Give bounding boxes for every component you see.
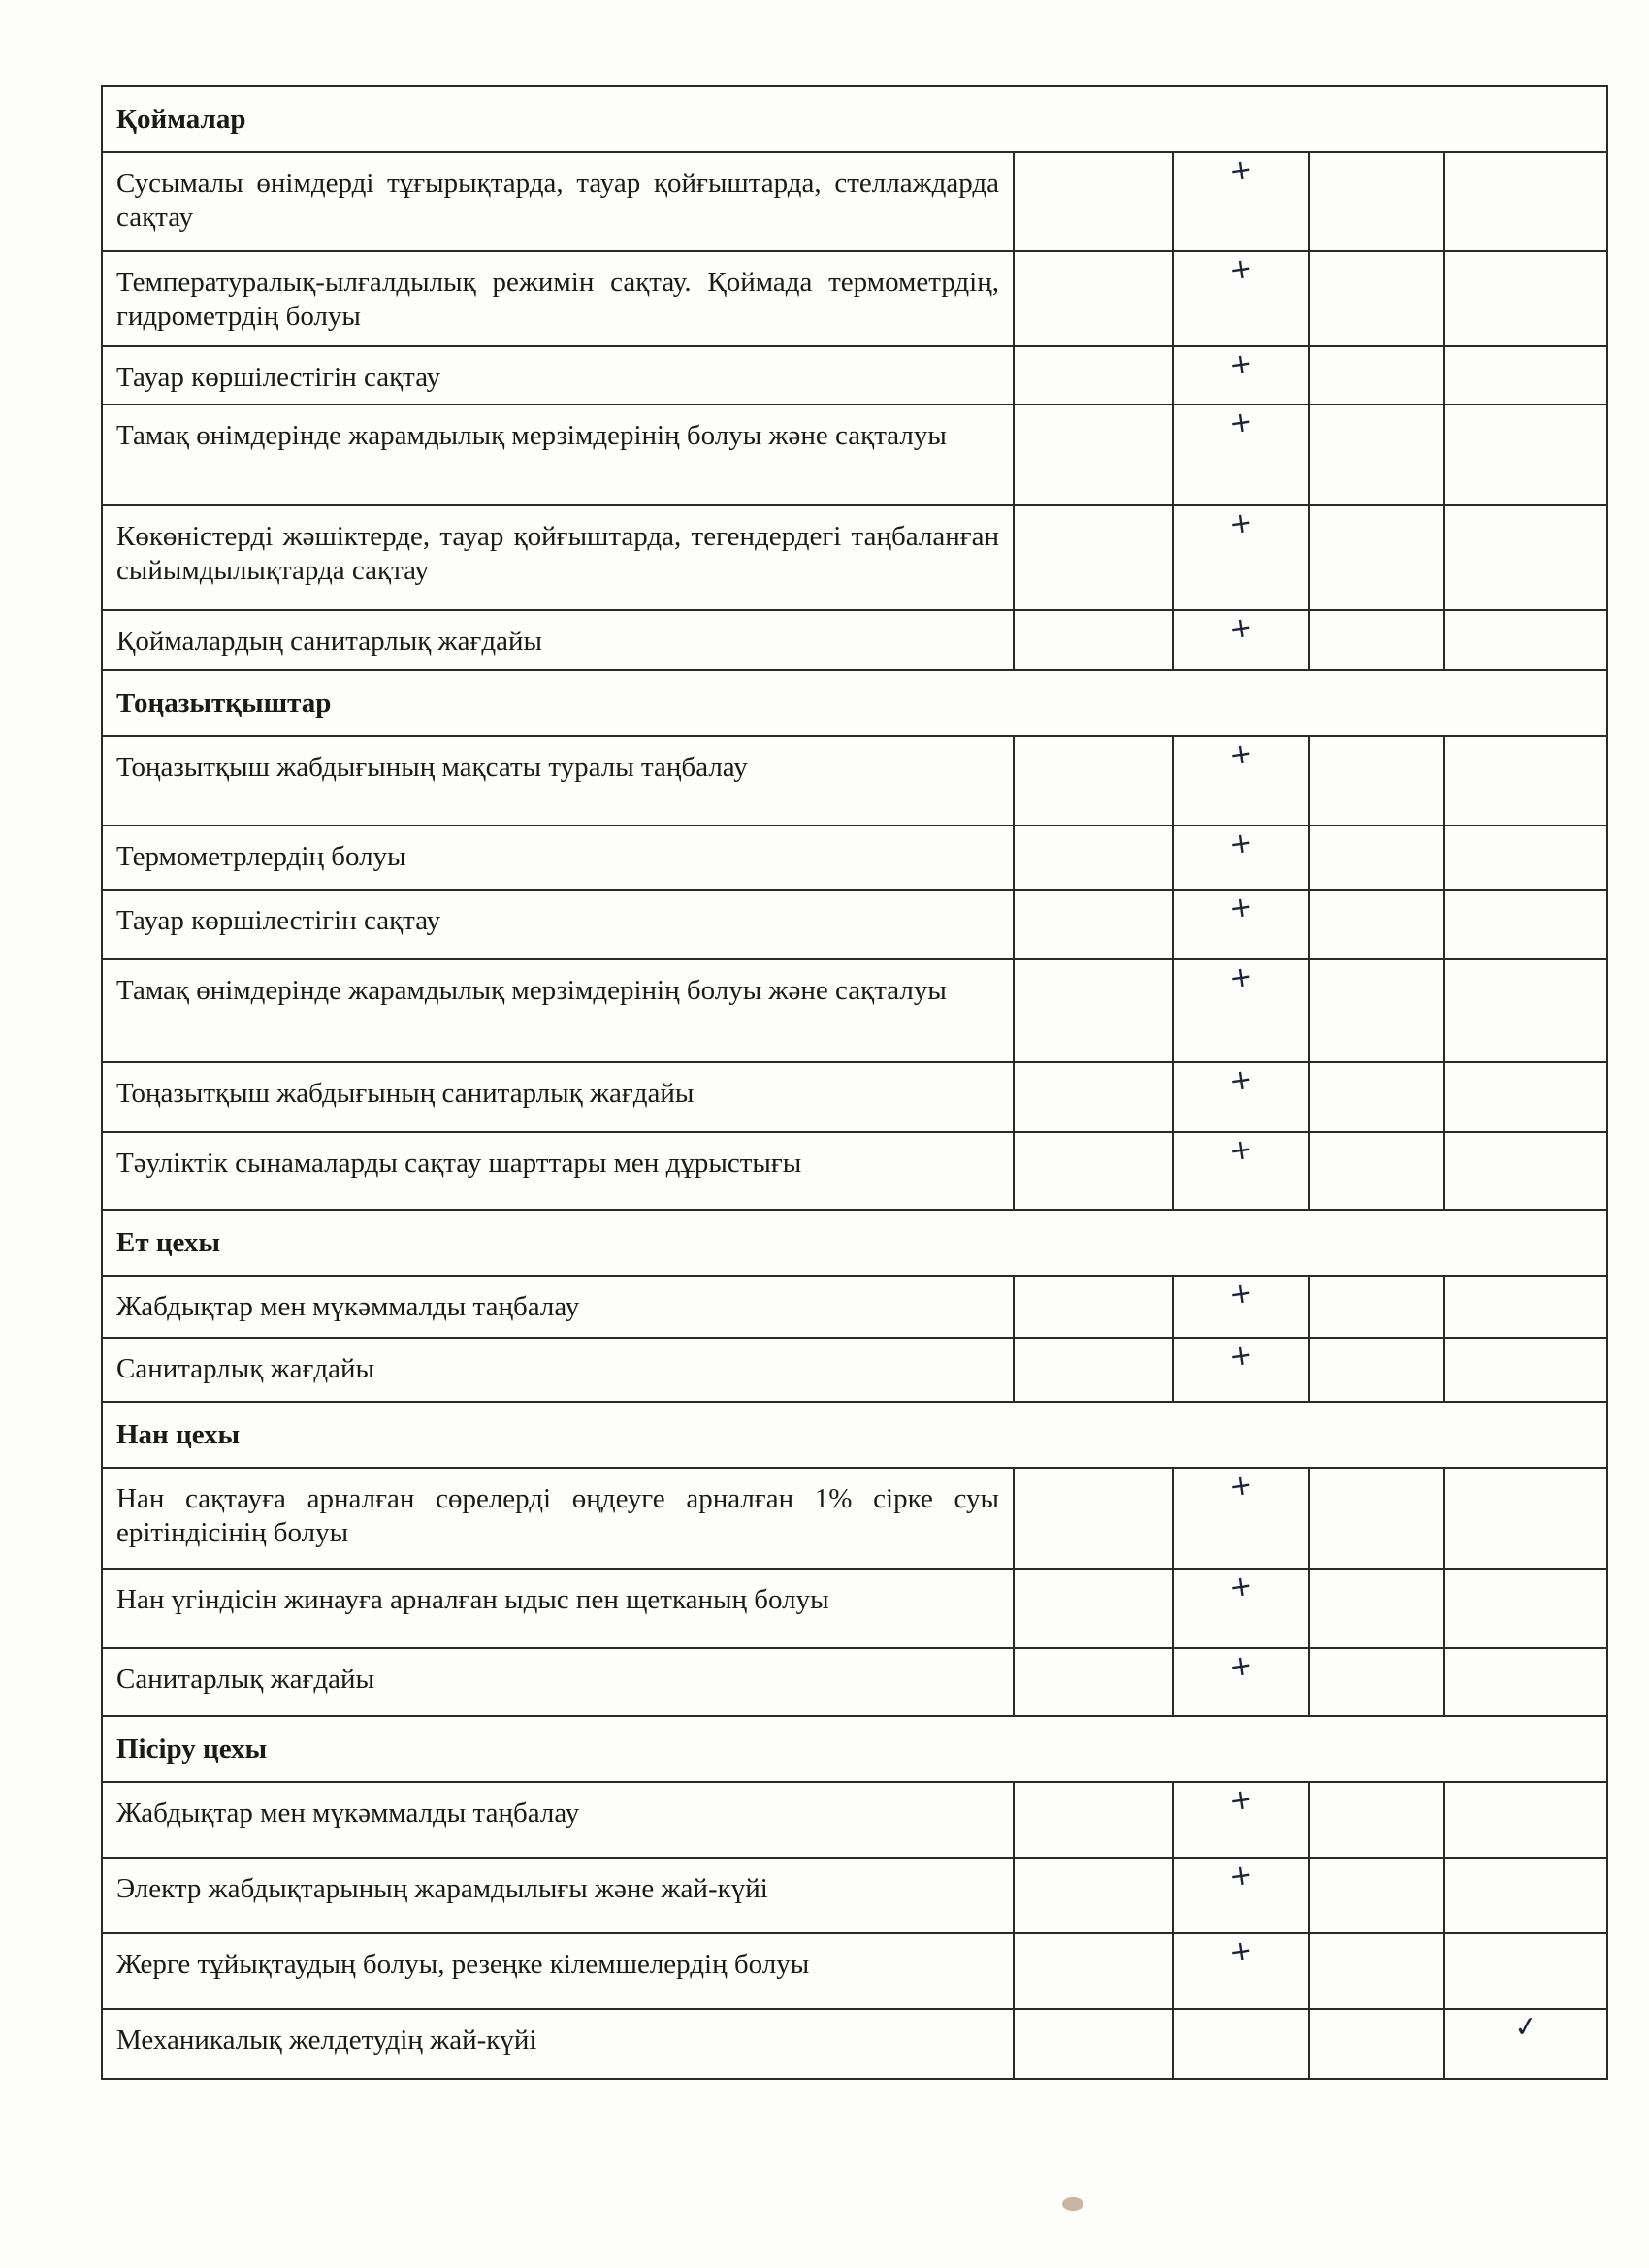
empty-cell bbox=[1014, 505, 1173, 610]
section-title: Тоңазытқыштар bbox=[102, 670, 1607, 736]
empty-cell bbox=[1309, 890, 1444, 959]
empty-cell bbox=[1014, 826, 1173, 890]
handwritten-mark bbox=[1173, 890, 1309, 959]
empty-cell bbox=[1444, 1933, 1607, 2009]
checklist-item-text: Механикалық желдетудің жай-күйі bbox=[102, 2009, 1014, 2079]
empty-cell bbox=[1444, 152, 1607, 251]
handwritten-mark bbox=[1173, 736, 1309, 826]
checklist-item-text: Тауар көршілестігін сақтау bbox=[102, 346, 1014, 405]
plus-mark-icon: + bbox=[1226, 1932, 1255, 1969]
checklist-item-text: Нан үгіндісін жинауға арналған ыдыс пен щетканың болуы bbox=[102, 1569, 1014, 1648]
empty-cell bbox=[1444, 959, 1607, 1062]
plus-mark-icon: + bbox=[1226, 345, 1255, 382]
handwritten-mark bbox=[1173, 1132, 1309, 1210]
plus-mark-icon: + bbox=[1226, 609, 1255, 646]
empty-cell bbox=[1309, 251, 1444, 346]
checklist-row bbox=[102, 2009, 1607, 2079]
section-header-row bbox=[102, 1210, 1607, 1276]
section-header-row bbox=[102, 1716, 1607, 1782]
checklist-item-text: Санитарлық жағдайы bbox=[102, 1338, 1014, 1402]
empty-cell bbox=[1014, 1276, 1173, 1338]
empty-cell bbox=[1309, 1648, 1444, 1716]
plus-mark-icon: + bbox=[1226, 1275, 1255, 1312]
checklist-row bbox=[102, 1858, 1607, 1933]
checklist-item-text: Термометрлердің болуы bbox=[102, 826, 1014, 890]
handwritten-mark bbox=[1173, 505, 1309, 610]
paper-stain bbox=[1062, 2197, 1083, 2211]
empty-cell bbox=[1014, 1933, 1173, 2009]
checklist-row bbox=[102, 405, 1607, 505]
checklist-row bbox=[102, 346, 1607, 405]
empty-cell bbox=[1014, 1132, 1173, 1210]
section-title: Нан цехы bbox=[102, 1402, 1607, 1468]
checklist-row bbox=[102, 1648, 1607, 1716]
checklist-row bbox=[102, 1782, 1607, 1858]
empty-cell bbox=[1309, 826, 1444, 890]
empty-cell bbox=[1014, 1468, 1173, 1569]
handwritten-mark bbox=[1173, 1276, 1309, 1338]
empty-cell bbox=[1309, 152, 1444, 251]
section-title: Қоймалар bbox=[102, 86, 1607, 152]
empty-cell bbox=[1309, 505, 1444, 610]
plus-mark-icon: + bbox=[1226, 1647, 1255, 1684]
section-header-row bbox=[102, 1402, 1607, 1468]
empty-cell bbox=[1309, 959, 1444, 1062]
empty-cell bbox=[1309, 610, 1444, 670]
empty-cell bbox=[1309, 1338, 1444, 1402]
empty-cell bbox=[1309, 1468, 1444, 1569]
checklist-row bbox=[102, 152, 1607, 251]
checklist-item-text: Қоймалардың санитарлық жағдайы bbox=[102, 610, 1014, 670]
empty-cell bbox=[1014, 346, 1173, 405]
plus-mark-icon: + bbox=[1226, 1781, 1255, 1818]
plus-mark-icon: + bbox=[1226, 151, 1255, 188]
empty-cell bbox=[1014, 405, 1173, 505]
handwritten-mark bbox=[1173, 1782, 1309, 1858]
empty-cell bbox=[1309, 1933, 1444, 2009]
handwritten-mark bbox=[1173, 610, 1309, 670]
empty-cell bbox=[1014, 251, 1173, 346]
plus-mark-icon: + bbox=[1226, 504, 1255, 541]
checklist-row bbox=[102, 610, 1607, 670]
empty-cell bbox=[1014, 1648, 1173, 1716]
checklist-item-text: Тамақ өнімдерінде жарамдылық мерзімдерінің болуы және сақталуы bbox=[102, 959, 1014, 1062]
checklist-row bbox=[102, 890, 1607, 959]
checklist-row bbox=[102, 959, 1607, 1062]
handwritten-mark bbox=[1173, 251, 1309, 346]
checklist-row bbox=[102, 251, 1607, 346]
checklist-row bbox=[102, 505, 1607, 610]
plus-mark-icon: + bbox=[1226, 889, 1255, 925]
checklist-item-text: Жерге тұйықтаудың болуы, резеңке кілемшелердің болуы bbox=[102, 1933, 1014, 2009]
checklist-item-text: Санитарлық жағдайы bbox=[102, 1648, 1014, 1716]
empty-cell bbox=[1444, 1782, 1607, 1858]
handwritten-mark bbox=[1173, 1569, 1309, 1648]
plus-mark-icon: + bbox=[1226, 250, 1255, 287]
empty-cell bbox=[1309, 346, 1444, 405]
section-title: Ет цехы bbox=[102, 1210, 1607, 1276]
handwritten-mark bbox=[1173, 346, 1309, 405]
handwritten-mark bbox=[1173, 959, 1309, 1062]
plus-mark-icon: + bbox=[1226, 958, 1255, 995]
checklist-row bbox=[102, 736, 1607, 826]
checklist-item-text: Көкөністерді жәшіктерде, тауар қойғыштарда, тегендердегі таңбаланған сыйымдылықтарда сақтау bbox=[102, 505, 1014, 610]
empty-cell bbox=[1014, 890, 1173, 959]
empty-cell bbox=[1309, 405, 1444, 505]
plus-mark-icon: + bbox=[1226, 1131, 1255, 1168]
empty-cell bbox=[1444, 826, 1607, 890]
empty-cell bbox=[1444, 1276, 1607, 1338]
checklist-item-text: Нан сақтауға арналған сөрелерді өңдеуге арналған 1% сірке суы ерітіндісінің болуы bbox=[102, 1468, 1014, 1569]
plus-mark-icon: + bbox=[1226, 404, 1255, 440]
empty-cell bbox=[1444, 1132, 1607, 1210]
handwritten-mark bbox=[1173, 1933, 1309, 2009]
empty-cell bbox=[1014, 1338, 1173, 1402]
empty-cell bbox=[1014, 736, 1173, 826]
checklist-item-text: Электр жабдықтарының жарамдылығы және жай-күйі bbox=[102, 1858, 1014, 1933]
checklist-row bbox=[102, 1132, 1607, 1210]
checklist-item-text: Жабдықтар мен мүкәммалды таңбалау bbox=[102, 1782, 1014, 1858]
empty-cell bbox=[1309, 1132, 1444, 1210]
empty-cell bbox=[1444, 1858, 1607, 1933]
checklist-item-text: Жабдықтар мен мүкәммалды таңбалау bbox=[102, 1276, 1014, 1338]
checklist-item-text: Тамақ өнімдерінде жарамдылық мерзімдерінің болуы және сақталуы bbox=[102, 405, 1014, 505]
empty-cell bbox=[1444, 1468, 1607, 1569]
empty-cell bbox=[1444, 405, 1607, 505]
empty-cell bbox=[1309, 736, 1444, 826]
checklist-row bbox=[102, 1338, 1607, 1402]
empty-cell bbox=[1014, 1062, 1173, 1132]
checklist-item-text: Тәуліктік сынамаларды сақтау шарттары мен дұрыстығы bbox=[102, 1132, 1014, 1210]
inspection-checklist-table bbox=[101, 85, 1608, 2080]
checklist-row bbox=[102, 1933, 1607, 2009]
handwritten-mark bbox=[1444, 2009, 1607, 2079]
checklist-row bbox=[102, 1569, 1607, 1648]
empty-cell bbox=[1014, 610, 1173, 670]
handwritten-mark bbox=[1173, 1338, 1309, 1402]
check-mark-icon: ✓ bbox=[1511, 2008, 1540, 2045]
plus-mark-icon: + bbox=[1226, 825, 1255, 861]
checklist-row bbox=[102, 1276, 1607, 1338]
checklist-item-text: Температуралық-ылғалдылық режимін сақтау. Қоймада термометрдің, гидрометрдің болуы bbox=[102, 251, 1014, 346]
plus-mark-icon: + bbox=[1226, 1061, 1255, 1098]
handwritten-mark bbox=[1173, 1062, 1309, 1132]
empty-cell bbox=[1444, 1338, 1607, 1402]
section-header-row bbox=[102, 670, 1607, 736]
section-header-row bbox=[102, 86, 1607, 152]
empty-cell bbox=[1444, 346, 1607, 405]
handwritten-mark bbox=[1173, 826, 1309, 890]
handwritten-mark bbox=[1173, 1468, 1309, 1569]
empty-cell bbox=[1014, 959, 1173, 1062]
empty-cell bbox=[1444, 505, 1607, 610]
empty-cell bbox=[1309, 1569, 1444, 1648]
checklist-item-text: Тауар көршілестігін сақтау bbox=[102, 890, 1014, 959]
plus-mark-icon: + bbox=[1226, 1337, 1255, 1374]
checklist-item-text: Тоңазытқыш жабдығының мақсаты туралы таңбалау bbox=[102, 736, 1014, 826]
checklist-row bbox=[102, 1062, 1607, 1132]
empty-cell bbox=[1444, 1062, 1607, 1132]
checklist-row bbox=[102, 826, 1607, 890]
empty-cell bbox=[1309, 1782, 1444, 1858]
empty-cell bbox=[1309, 1062, 1444, 1132]
empty-cell bbox=[1444, 251, 1607, 346]
empty-cell bbox=[1444, 1648, 1607, 1716]
checklist-item-text: Тоңазытқыш жабдығының санитарлық жағдайы bbox=[102, 1062, 1014, 1132]
empty-cell bbox=[1444, 1569, 1607, 1648]
empty-cell bbox=[1309, 1858, 1444, 1933]
plus-mark-icon: + bbox=[1226, 735, 1255, 772]
section-title: Пісіру цехы bbox=[102, 1716, 1607, 1782]
plus-mark-icon: + bbox=[1226, 1467, 1255, 1504]
handwritten-mark bbox=[1173, 152, 1309, 251]
empty-cell bbox=[1309, 2009, 1444, 2079]
handwritten-mark bbox=[1173, 1858, 1309, 1933]
empty-cell bbox=[1444, 610, 1607, 670]
empty-cell bbox=[1014, 1858, 1173, 1933]
empty-cell bbox=[1309, 1276, 1444, 1338]
plus-mark-icon: + bbox=[1226, 1857, 1255, 1894]
empty-cell bbox=[1173, 2009, 1309, 2079]
empty-cell bbox=[1444, 736, 1607, 826]
empty-cell bbox=[1014, 152, 1173, 251]
handwritten-mark bbox=[1173, 1648, 1309, 1716]
checklist-row bbox=[102, 1468, 1607, 1569]
handwritten-mark bbox=[1173, 405, 1309, 505]
empty-cell bbox=[1014, 1782, 1173, 1858]
empty-cell bbox=[1014, 2009, 1173, 2079]
checklist-item-text: Сусымалы өнімдерді тұғырықтарда, тауар қойғыштарда, стеллаждарда сақтау bbox=[102, 152, 1014, 251]
empty-cell bbox=[1014, 1569, 1173, 1648]
plus-mark-icon: + bbox=[1226, 1568, 1255, 1604]
empty-cell bbox=[1444, 890, 1607, 959]
